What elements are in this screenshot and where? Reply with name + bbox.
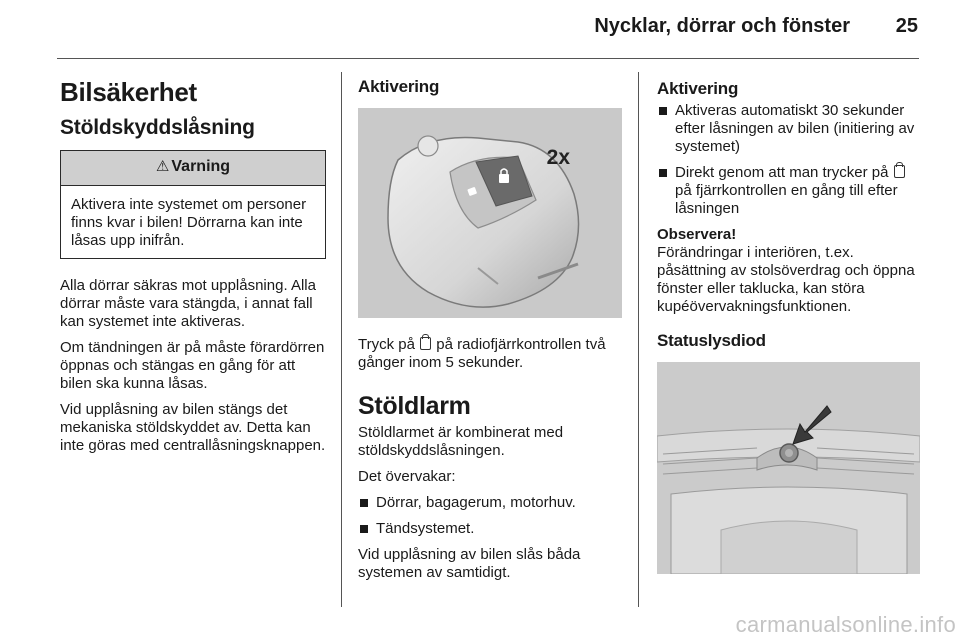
remote-key-illustration — [358, 108, 622, 318]
list-item: Aktiveras automatiskt 30 sekunder efter låsningen av bilen (initiering av systemet) — [657, 102, 920, 156]
section-heading: Bilsäkerhet — [60, 77, 197, 107]
status-led-heading: Statuslysdiod — [657, 331, 766, 350]
list-item: Tändsystemet. — [358, 520, 622, 538]
alarm-heading: Stöldlarm — [358, 392, 471, 420]
column-1 — [60, 72, 326, 463]
body-paragraph: Vid upplåsning av bilen stängs det mekaniska stöldskyddet av. Detta kan inte göras med centrallåsningsknappen. — [60, 401, 326, 454]
bullet-text-end: på fjärrkontrollen en gång till efter låsningen — [675, 182, 898, 217]
warning-text: Aktivera inte systemet om personer finns kvar i bilen! Dörrarna kan inte låsas upp inifrån. — [71, 196, 307, 249]
instruction-text-start: Tryck på — [358, 336, 420, 353]
alarm-activation-heading: Aktivering — [657, 79, 739, 98]
page-number: 25 — [895, 15, 918, 37]
column-2 — [358, 72, 622, 590]
monitored-list — [358, 494, 622, 538]
activation-list — [657, 102, 920, 218]
body-paragraph: Om tändningen är på måste förardörren öppnas och stängas en gång för att bilen ska kunna låsas. — [60, 339, 325, 392]
press-twice-label: 2x — [546, 146, 570, 169]
column-divider-2 — [638, 72, 639, 607]
subsection-heading: Stöldskyddslåsning — [60, 116, 255, 139]
status-led-illustration — [657, 362, 920, 574]
body-paragraph: Alla dörrar säkras mot upplåsning. Alla dörrar måste vara stängda, i annat fall kan systemet inte aktiveras. — [60, 277, 316, 330]
alarm-closing: Vid upplåsning av bilen slås båda systemen av samtidigt. — [358, 546, 581, 581]
warning-triangle-icon: ⚠ — [155, 158, 170, 175]
note-title: Observera! — [657, 226, 737, 243]
list-item — [657, 164, 920, 218]
lock-icon — [420, 337, 431, 350]
warning-title: Varning — [171, 158, 231, 175]
column-3 — [657, 72, 920, 574]
status-led-drawing — [657, 362, 920, 574]
warning-header — [61, 151, 325, 186]
note-text: Förändringar i interiören, t.ex. påsättning av stolsöverdrag och öppna fönster eller taklucka, kan störa kupéövervakningsfunktionen. — [657, 244, 915, 315]
remote-key-drawing — [358, 108, 622, 318]
alarm-intro: Stöldlarmet är kombinerat med stöldskyddslåsningen. — [358, 424, 564, 459]
watermark: carmanualsonline.info — [735, 612, 956, 637]
activation-heading: Aktivering — [358, 77, 440, 96]
lock-icon — [894, 165, 905, 178]
column-divider-1 — [341, 72, 342, 607]
bullet-text-start: Direkt genom att man trycker på — [675, 164, 893, 181]
page-header-title: Nycklar, dörrar och fönster — [594, 15, 850, 37]
instruction-text-end: på radiofjärrkontrollen två gånger inom 5 sekunder. — [358, 336, 606, 371]
activation-instruction — [358, 336, 622, 372]
warning-box — [60, 150, 326, 259]
list-item: Dörrar, bagagerum, motorhuv. — [358, 494, 622, 512]
monitors-label: Det övervakar: — [358, 468, 456, 485]
header-divider — [57, 58, 919, 59]
